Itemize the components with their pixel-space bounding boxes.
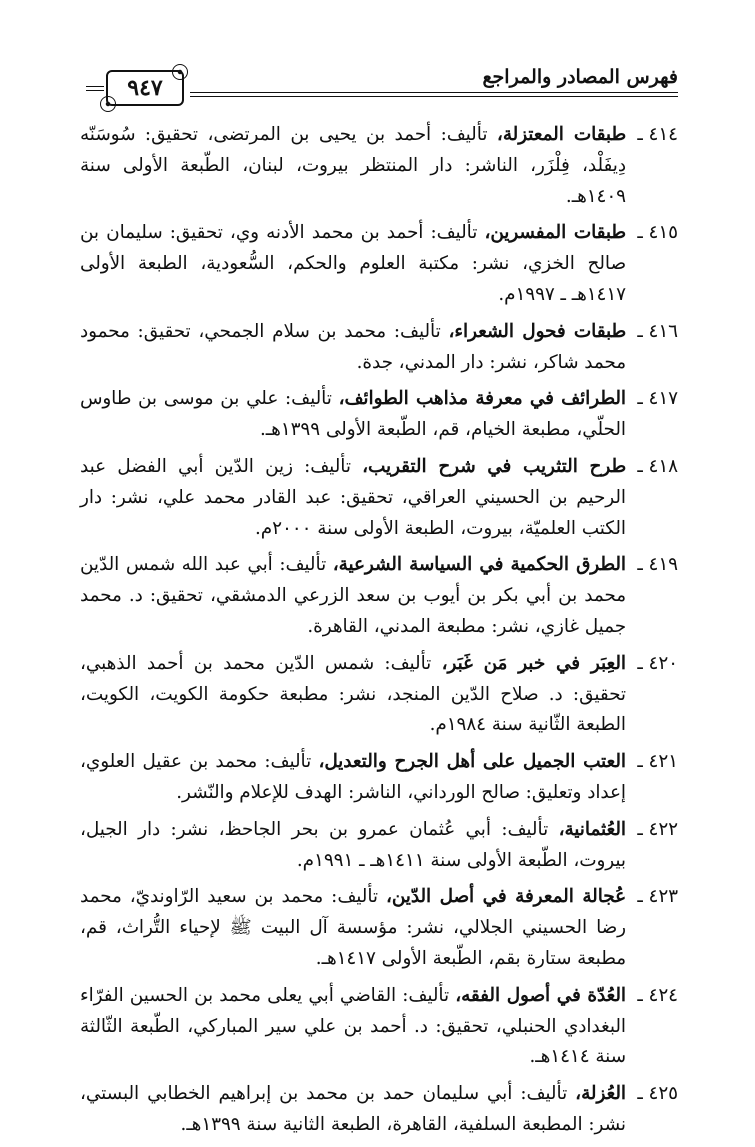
entry-number: ٤٢٣ ـ	[637, 886, 678, 908]
header-rule	[86, 86, 104, 87]
ornament-icon	[172, 64, 188, 80]
bibliography-entry	[80, 1079, 678, 1141]
entry-number: ٤١٤ ـ	[637, 124, 678, 145]
entry-number: ٤٢٥ ـ	[637, 1083, 678, 1105]
entry-number: ٤١٥ ـ	[637, 222, 678, 244]
entry-text: تأليف: أبي عبد الله شمس الدّين محمد بن أبي بكر بن أيوب بن سعد الزرعي الدمشقي، تحقيق: د. محمد جميل غازي، نشر: مطبعة المدني، القاهرة.	[80, 554, 626, 637]
entry-title: طرح التثريب في شرح التقريب،	[362, 455, 626, 477]
entry-title: العِبَر في خبر مَن غَبَر،	[441, 652, 626, 674]
bibliography-entry	[80, 882, 678, 974]
bibliography-entry	[80, 317, 678, 379]
entry-number: ٤١٩ ـ	[637, 554, 678, 576]
entry-text: تأليف: زين الدّين أبي الفضل عبد الرحيم بن الحسيني العراقي، تحقيق: عبد القادر محمد علي، نشر: دار الكتب العلميّة، بيروت، الطبعة الأولى سنة ٢٠٠٠م.	[80, 455, 626, 539]
header-rule	[190, 96, 678, 97]
entry-text: تأليف: أبي عُثمان عمرو بن بحر الجاحظ، نشر: دار الجيل، بيروت، الطّبعة الأولى سنة ١٤١١هـ ـ ١٩٩١م.	[80, 818, 626, 871]
entry-number: ٤١٧ ـ	[637, 388, 678, 410]
entry-number: ٤٢٢ ـ	[637, 818, 678, 840]
entry-text: تأليف: محمد بن سعيد الرّاونديّ، محمد رضا الحسيني الجلالي، نشر: مؤسسة آل البيت ﷺ لإحياء التُّراث، قم، مطبعة ستارة بقم، الطّبعة الأولى ١٤١٧هـ.	[80, 886, 626, 969]
bibliography-entry	[80, 981, 678, 1073]
entry-number: ٤١٦ ـ	[637, 320, 678, 342]
bibliography-list	[80, 120, 678, 1147]
bibliography-entry	[80, 815, 678, 877]
header-rule	[190, 92, 678, 93]
header-rule	[86, 90, 104, 91]
entry-text: تأليف: أبي سليمان حمد بن محمد بن إبراهيم الخطابي البستي، نشر: المطبعة السلفية، القاهرة، الطبعة الثانية سنة ١٣٩٩هـ.	[80, 1083, 626, 1135]
entry-title: العتب الجميل على أهل الجرح والتعديل،	[318, 751, 627, 773]
bibliography-entry	[80, 747, 678, 809]
entry-text: تأليف: أحمد بن يحيى بن المرتضى، تحقيق: سُوسَنّه دِيفَلْد، فِلْزَر، الناشر: دار المنتظر بيروت، لبنان، الطّبعة الأولى سنة ١٤٠٩هـ.	[80, 124, 626, 207]
bibliography-entry	[80, 384, 678, 446]
page-number: ٩٤٧	[127, 75, 163, 101]
entry-text: تأليف: علي بن موسى بن طاوس الحلّي، مطبعة الخيام، قم، الطّبعة الأولى ١٣٩٩هـ.	[80, 388, 626, 441]
entry-text: تأليف: محمد بن عقيل العلوي، إعداد وتعليق: صالح الورداني، الناشر: الهدف للإعلام والنّشر.	[80, 751, 626, 803]
entry-title: العُثمانية،	[558, 818, 626, 840]
bibliography-entry	[80, 649, 678, 741]
entry-title: طبقات المعتزلة،	[496, 124, 626, 145]
ornament-icon	[100, 96, 116, 112]
entry-title: عُجالة المعرفة في أصل الدّين،	[385, 886, 626, 908]
entry-title: العُزلة،	[575, 1083, 626, 1105]
entry-text: تأليف: أحمد بن محمد الأدنه وي، تحقيق: سليمان بن صالح الخزي، نشر: مكتبة العلوم والحكم، السُّعودية، الطبعة الأولى ١٤١٧هـ ـ ١٩٩٧م.	[80, 222, 626, 305]
entry-text: تأليف: محمد بن سلام الجمحي، تحقيق: محمود محمد شاكر، نشر: دار المدني، جدة.	[80, 320, 626, 373]
bibliography-entry	[80, 120, 678, 212]
entry-title: طبقات فحول الشعراء،	[448, 320, 627, 342]
entry-title: طبقات المفسرين،	[484, 222, 626, 244]
entry-number: ٤١٨ ـ	[637, 455, 678, 477]
entry-number: ٤٢٠ ـ	[637, 652, 678, 674]
bibliography-entry	[80, 218, 678, 310]
bibliography-entry	[80, 550, 678, 642]
page-header	[78, 52, 678, 112]
entry-title: الطرق الحكمية في السياسة الشرعية،	[332, 554, 626, 576]
entry-text: تأليف: شمس الدّين محمد بن أحمد الذهبي، تحقيق: د. صلاح الدّين المنجد، نشر: مطبعة حكومة الكويت، الكويت، الطبعة الثّانية سنة ١٩٨٤م.	[80, 652, 626, 736]
header-title: فهرس المصادر والمراجع	[482, 66, 678, 88]
entry-title: العُدّة في أصول الفقه،	[455, 984, 627, 1006]
entry-number: ٤٢٤ ـ	[637, 984, 678, 1006]
entry-number: ٤٢١ ـ	[637, 751, 678, 773]
entry-text: تأليف: القاضي أبي يعلى محمد بن الحسين الفرّاء البغدادي الحنبلي، تحقيق: د. أحمد بن علي سير المباركي، الطّبعة الثّالثة سنة ١٤١٤هـ.	[80, 984, 626, 1068]
entry-title: الطرائف في معرفة مذاهب الطوائف،	[338, 388, 626, 410]
bibliography-entry	[80, 452, 678, 544]
